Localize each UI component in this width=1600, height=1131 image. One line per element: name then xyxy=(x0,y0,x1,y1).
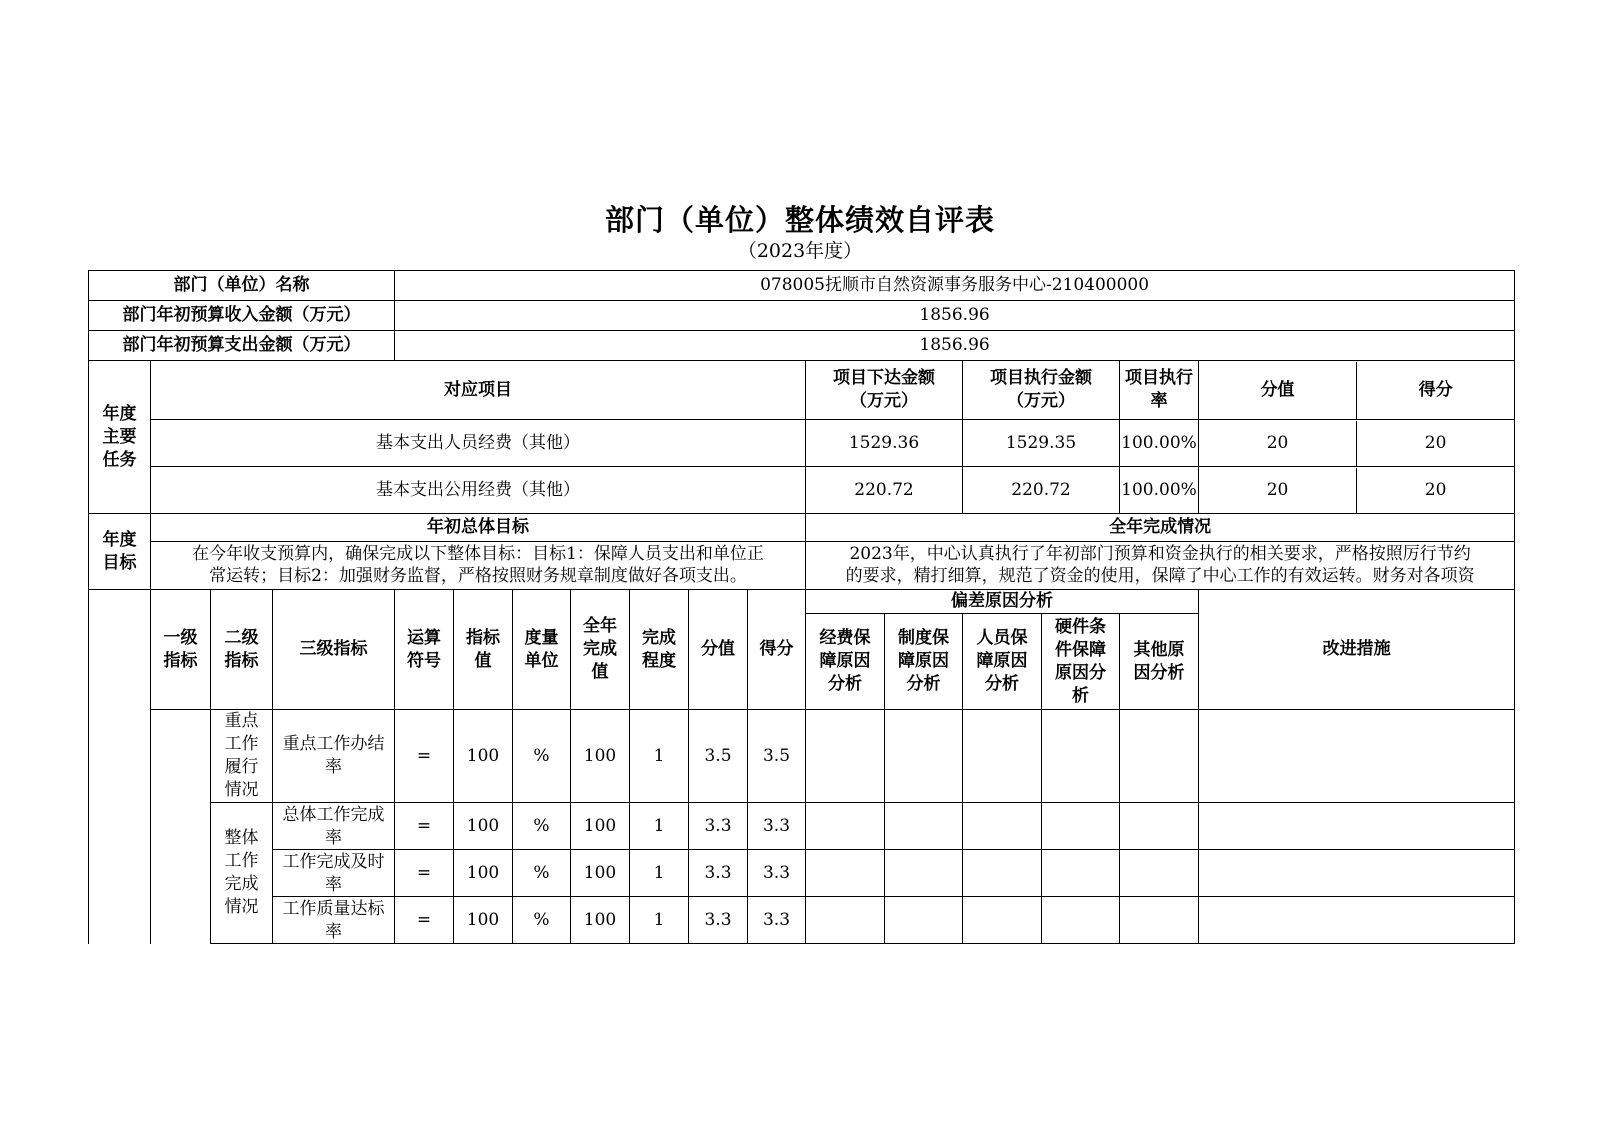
operator-cell: = xyxy=(395,710,454,803)
operator-cell: = xyxy=(395,850,454,897)
score-value-label: 分值 xyxy=(1199,362,1357,419)
other-cell xyxy=(1120,710,1199,803)
dept-label: 部门（单位）名称 xyxy=(89,271,395,301)
task-score: 20 xyxy=(1424,479,1447,500)
operator-cell: = xyxy=(395,803,454,850)
score-cell: 3.3 xyxy=(748,850,806,897)
staff-cell xyxy=(963,803,1042,850)
completion-header: 全年完成情况 xyxy=(806,514,1515,542)
indicator-row xyxy=(89,850,1515,897)
operator-header: 运算 符号 xyxy=(395,590,454,710)
score-header-wrap xyxy=(1199,361,1515,420)
operator-cell: = xyxy=(395,897,454,944)
unit-cell: % xyxy=(513,897,571,944)
task-score: 20 xyxy=(1424,432,1447,453)
evaluation-table xyxy=(88,270,1515,944)
hardware-cell xyxy=(1042,710,1120,803)
project-header: 对应项目 xyxy=(151,361,806,420)
income-label: 部门年初预算收入金额（万元） xyxy=(89,301,395,331)
level3-cell: 重点工作办结 率 xyxy=(273,710,395,803)
target-header: 指标 值 xyxy=(454,590,513,710)
score-label: 得分 xyxy=(1418,379,1453,400)
indicator-row xyxy=(89,897,1515,944)
task-project: 基本支出公用经费（其他） xyxy=(151,467,806,514)
hardware-cell xyxy=(1042,897,1120,944)
degree-cell: 1 xyxy=(630,803,689,850)
task-row xyxy=(89,420,1515,467)
funding-header: 经费保 障原因 分析 xyxy=(806,614,885,710)
indicator-score-value-header: 分值 xyxy=(689,590,748,710)
task-rate: 100.00% xyxy=(1120,420,1199,467)
annual-cell: 100 xyxy=(571,803,630,850)
other-header: 其他原 因分析 xyxy=(1120,614,1199,710)
level3-cell: 总体工作完成 率 xyxy=(273,803,395,850)
degree-cell: 1 xyxy=(630,710,689,803)
target-cell: 100 xyxy=(454,803,513,850)
annual-cell: 100 xyxy=(571,850,630,897)
score-cell: 3.3 xyxy=(748,897,806,944)
executed-header: 项目执行金额 （万元） xyxy=(963,361,1120,420)
improve-header: 改进措施 xyxy=(1199,590,1515,710)
staff-cell xyxy=(963,710,1042,803)
staff-header: 人员保 障原因 分析 xyxy=(963,614,1042,710)
improve-cell xyxy=(1199,897,1515,944)
task-score-subtable xyxy=(1199,468,1514,513)
funding-cell xyxy=(806,710,885,803)
level2-cell: 重点 工作 履行 情况 xyxy=(211,710,273,803)
task-allocated: 1529.36 xyxy=(806,420,963,467)
annual-cell: 100 xyxy=(571,710,630,803)
score-value-cell: 3.3 xyxy=(689,897,748,944)
task-project: 基本支出人员经费（其他） xyxy=(151,420,806,467)
task-scores xyxy=(1199,420,1515,467)
system-cell xyxy=(885,710,963,803)
level2-header: 二级 指标 xyxy=(211,590,273,710)
income-row xyxy=(89,301,1515,331)
score-value-cell: 3.3 xyxy=(689,803,748,850)
hardware-cell xyxy=(1042,803,1120,850)
task-scores xyxy=(1199,467,1515,514)
unit-header: 度量 单位 xyxy=(513,590,571,710)
expense-value: 1856.96 xyxy=(395,331,1515,361)
task-score-value: 20 xyxy=(1199,421,1357,466)
unit-cell: % xyxy=(513,850,571,897)
annual-cell: 100 xyxy=(571,897,630,944)
system-cell xyxy=(885,897,963,944)
improve-cell xyxy=(1199,850,1515,897)
score-value-cell: 3.5 xyxy=(689,710,748,803)
score-cell: 3.5 xyxy=(748,710,806,803)
target-cell: 100 xyxy=(454,710,513,803)
degree-cell: 1 xyxy=(630,850,689,897)
allocated-header: 项目下达金额 （万元） xyxy=(806,361,963,420)
deviation-header: 偏差原因分析 xyxy=(806,590,1199,614)
initial-goal-header: 年初总体目标 xyxy=(151,514,806,542)
task-score-value: 20 xyxy=(1199,468,1357,513)
other-cell xyxy=(1120,803,1199,850)
level3-cell: 工作完成及时 率 xyxy=(273,850,395,897)
goals-header-row xyxy=(89,514,1515,542)
hardware-cell xyxy=(1042,850,1120,897)
task-executed: 1529.35 xyxy=(963,420,1120,467)
level1-cell xyxy=(151,710,211,944)
task-executed: 220.72 xyxy=(963,467,1120,514)
target-cell: 100 xyxy=(454,897,513,944)
indicator-row xyxy=(89,803,1515,850)
level3-header: 三级指标 xyxy=(273,590,395,710)
page-subtitle: （2023年度） xyxy=(737,240,863,262)
unit-cell: % xyxy=(513,803,571,850)
task-rate: 100.00% xyxy=(1120,467,1199,514)
level2-cell: 整体 工作 完成 情况 xyxy=(211,803,273,944)
tasks-row-label: 年度 主要 任务 xyxy=(89,361,151,514)
system-header: 制度保 障原因 分析 xyxy=(885,614,963,710)
unit-cell: % xyxy=(513,710,571,803)
indicator-side-label xyxy=(89,590,151,944)
income-value: 1856.96 xyxy=(395,301,1515,331)
completion-text: 2023年，中心认真执行了年初部门预算和资金执行的相关要求，严格按照厉行节约 的要求，精打细算，规范了资金的使用，保障了中心工作的有效运转。财务对各项资 xyxy=(806,542,1515,590)
hardware-header: 硬件条 件保障 原因分 析 xyxy=(1042,614,1120,710)
staff-cell xyxy=(963,850,1042,897)
score-subtable xyxy=(1199,362,1514,419)
funding-cell xyxy=(806,897,885,944)
indicator-header-row-1 xyxy=(89,590,1515,614)
initial-goal-text: 在今年收支预算内，确保完成以下整体目标：目标1：保障人员支出和单位正 常运转；目标2：加强财务监督，严格按照财务规章制度做好各项支出。 xyxy=(151,542,806,590)
expense-row xyxy=(89,331,1515,361)
improve-cell xyxy=(1199,803,1515,850)
dept-value: 078005抚顺市自然资源事务服务中心-210400000 xyxy=(395,271,1515,301)
system-cell xyxy=(885,850,963,897)
goals-content-row xyxy=(89,542,1515,590)
indicator-score-header: 得分 xyxy=(748,590,806,710)
level1-header: 一级 指标 xyxy=(151,590,211,710)
other-cell xyxy=(1120,897,1199,944)
funding-cell xyxy=(806,850,885,897)
goals-row-label: 年度 目标 xyxy=(89,514,151,590)
score-cell: 3.3 xyxy=(748,803,806,850)
staff-cell xyxy=(963,897,1042,944)
page-title: 部门（单位）整体绩效自评表 xyxy=(604,203,995,237)
system-cell xyxy=(885,803,963,850)
task-row xyxy=(89,467,1515,514)
other-cell xyxy=(1120,850,1199,897)
degree-cell: 1 xyxy=(630,897,689,944)
task-score-subtable xyxy=(1199,421,1514,466)
dept-row xyxy=(89,271,1515,301)
target-cell: 100 xyxy=(454,850,513,897)
funding-cell xyxy=(806,803,885,850)
indicator-row xyxy=(89,710,1515,803)
level3-cell: 工作质量达标 率 xyxy=(273,897,395,944)
improve-cell xyxy=(1199,710,1515,803)
expense-label: 部门年初预算支出金额（万元） xyxy=(89,331,395,361)
degree-header: 完成 程度 xyxy=(630,590,689,710)
annual-header: 全年 完成 值 xyxy=(571,590,630,710)
rate-header: 项目执行率 xyxy=(1120,361,1199,420)
score-value-cell: 3.3 xyxy=(689,850,748,897)
tasks-header-row xyxy=(89,361,1515,420)
task-allocated: 220.72 xyxy=(806,467,963,514)
